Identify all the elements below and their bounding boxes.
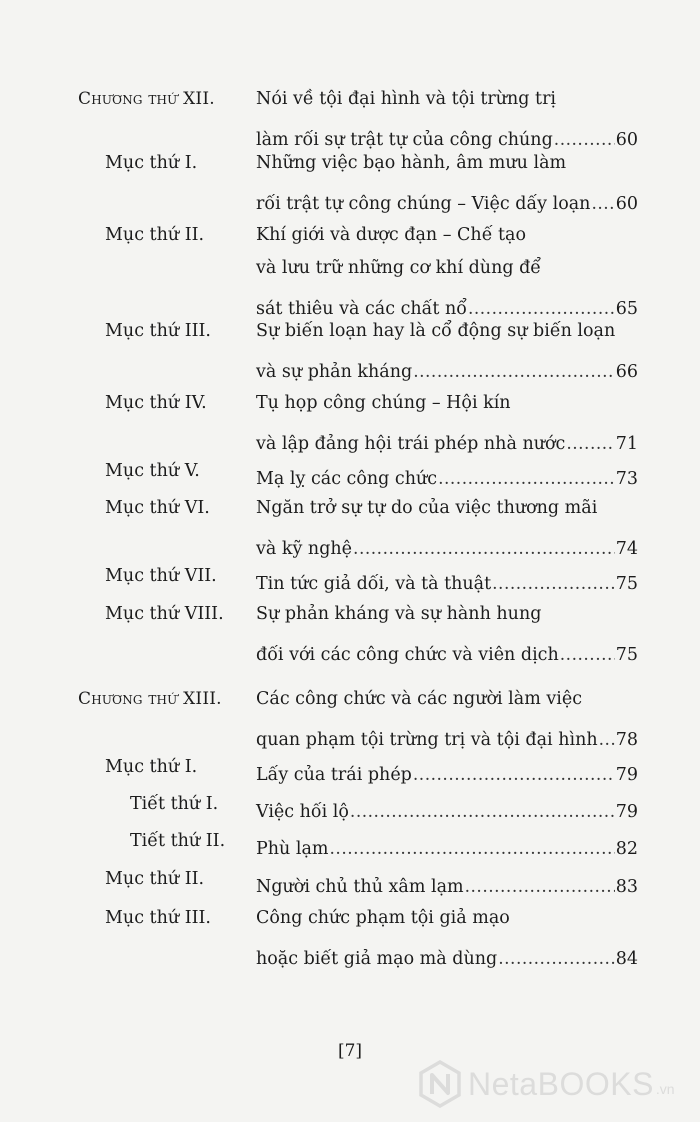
chapter-label: Chương thứ XIII. [78, 689, 222, 709]
toc-page-number: 71 [615, 434, 638, 454]
toc-title-line: Tụ họp công chúng – Hội kín [256, 393, 511, 413]
subsection-label: Tiết thứ I. [130, 794, 219, 814]
toc-title-text: Lấy của trái phép [256, 765, 412, 785]
toc-title-text: Người chủ thủ xâm lạm [256, 877, 464, 897]
section-label: Mục thứ II. [105, 869, 205, 889]
section-label: Mục thứ VI. [105, 498, 210, 518]
toc-title-line: Sự biến loạn hay là cổ động sự biến loạn [256, 321, 616, 341]
toc-title-text: sát thiêu và các chất nổ [256, 299, 467, 319]
toc-title-line [256, 185, 638, 215]
toc-title-line [256, 565, 638, 595]
watermark-suffix: .vn [655, 1081, 675, 1097]
page-number: [7] [337, 1041, 363, 1061]
section-label: Mục thứ III. [105, 321, 211, 341]
toc-page-number: 60 [615, 130, 638, 150]
toc-title-text: Tin tức giả dối, và tà thuật [256, 574, 492, 594]
dot-leader [492, 573, 615, 595]
watermark [418, 1058, 675, 1110]
dot-leader [591, 193, 614, 215]
toc-title-text: và sự phản kháng [256, 362, 413, 382]
toc-title-text: Việc hối lộ [256, 802, 349, 822]
toc-title-line: Các công chức và các người làm việc [256, 689, 583, 709]
toc-title-line [256, 460, 638, 490]
toc-page-number: 82 [615, 839, 638, 859]
toc-page-number: 65 [615, 299, 638, 319]
toc-title-line: Sự phản kháng và sự hành hung [256, 604, 542, 624]
dot-leader [438, 468, 615, 490]
dot-leader [413, 361, 615, 383]
dot-leader [350, 801, 615, 823]
watermark-brand: NetaBOOKS [468, 1065, 654, 1102]
toc-page-number: 79 [615, 802, 638, 822]
section-label: Mục thứ III. [105, 908, 211, 928]
toc-title-text: hoặc biết giả mạo mà dùng [256, 949, 498, 969]
dot-leader [560, 644, 615, 666]
chapter-label: Chương thứ XII. [78, 89, 215, 109]
toc-title-line [256, 830, 638, 860]
toc-title-text: và kỹ nghệ [256, 539, 353, 559]
dot-leader [468, 298, 615, 320]
toc-title-line [256, 756, 638, 786]
toc-page-number: 66 [615, 362, 638, 382]
dot-leader [465, 876, 615, 898]
toc-title-text: rối trật tự công chúng – Việc dấy loạn [256, 194, 591, 214]
section-label: Mục thứ VII. [105, 566, 217, 586]
toc-title-text: làm rối sự trật tự của công chúng [256, 130, 553, 150]
toc-title-line [256, 636, 638, 666]
toc-page-number: 75 [615, 574, 638, 594]
toc-title-line [256, 868, 638, 898]
section-label: Mục thứ V. [105, 461, 200, 481]
toc-title-text: Phù lạm [256, 839, 329, 859]
dot-leader [599, 729, 615, 751]
dot-leader [498, 948, 614, 970]
netabooks-logo-icon [418, 1060, 462, 1108]
dot-leader [413, 764, 615, 786]
toc-page-number: 60 [615, 194, 638, 214]
toc-title-line: Nói về tội đại hình và tội trừng trị [256, 89, 557, 109]
toc-title-text: và lập đảng hội trái phép nhà nước [256, 434, 566, 454]
dot-leader [566, 433, 614, 455]
toc-page-number: 74 [615, 539, 638, 559]
toc-page-number: 84 [615, 949, 638, 969]
toc-title-text: Mạ lỵ các công chức [256, 469, 438, 489]
section-label: Mục thứ II. [105, 225, 205, 245]
toc-title-line: Khí giới và dược đạn – Chế tạo [256, 225, 527, 245]
section-label: Mục thứ VIII. [105, 604, 224, 624]
toc-title-line [256, 721, 638, 751]
toc-title-line: và lưu trữ những cơ khí dùng để [256, 258, 542, 278]
dot-leader [330, 838, 615, 860]
toc-title-line: Ngăn trở sự tự do của việc thương mãi [256, 498, 598, 518]
dot-leader [353, 538, 615, 560]
toc-title-text: đối với các công chức và viên dịch [256, 645, 559, 665]
toc-title-line [256, 940, 638, 970]
section-label: Mục thứ I. [105, 153, 198, 173]
toc-page-number: 78 [615, 730, 638, 750]
toc-title-text: quan phạm tội trừng trị và tội đại hình [256, 730, 598, 750]
toc-page-number: 73 [615, 469, 638, 489]
toc-title-line: Những việc bạo hành, âm mưu làm [256, 153, 567, 173]
toc-title-line [256, 121, 638, 151]
toc-title-line [256, 793, 638, 823]
toc-page-number: 75 [615, 645, 638, 665]
section-label: Mục thứ IV. [105, 393, 207, 413]
toc-page-number: 83 [615, 877, 638, 897]
section-label: Mục thứ I. [105, 757, 198, 777]
toc-title-line [256, 353, 638, 383]
toc-title-line [256, 530, 638, 560]
toc-page-number: 79 [615, 765, 638, 785]
toc-title-line [256, 290, 638, 320]
toc-title-line: Công chức phạm tội giả mạo [256, 908, 510, 928]
toc-title-line [256, 425, 638, 455]
dot-leader [554, 129, 615, 151]
subsection-label: Tiết thứ II. [130, 831, 226, 851]
